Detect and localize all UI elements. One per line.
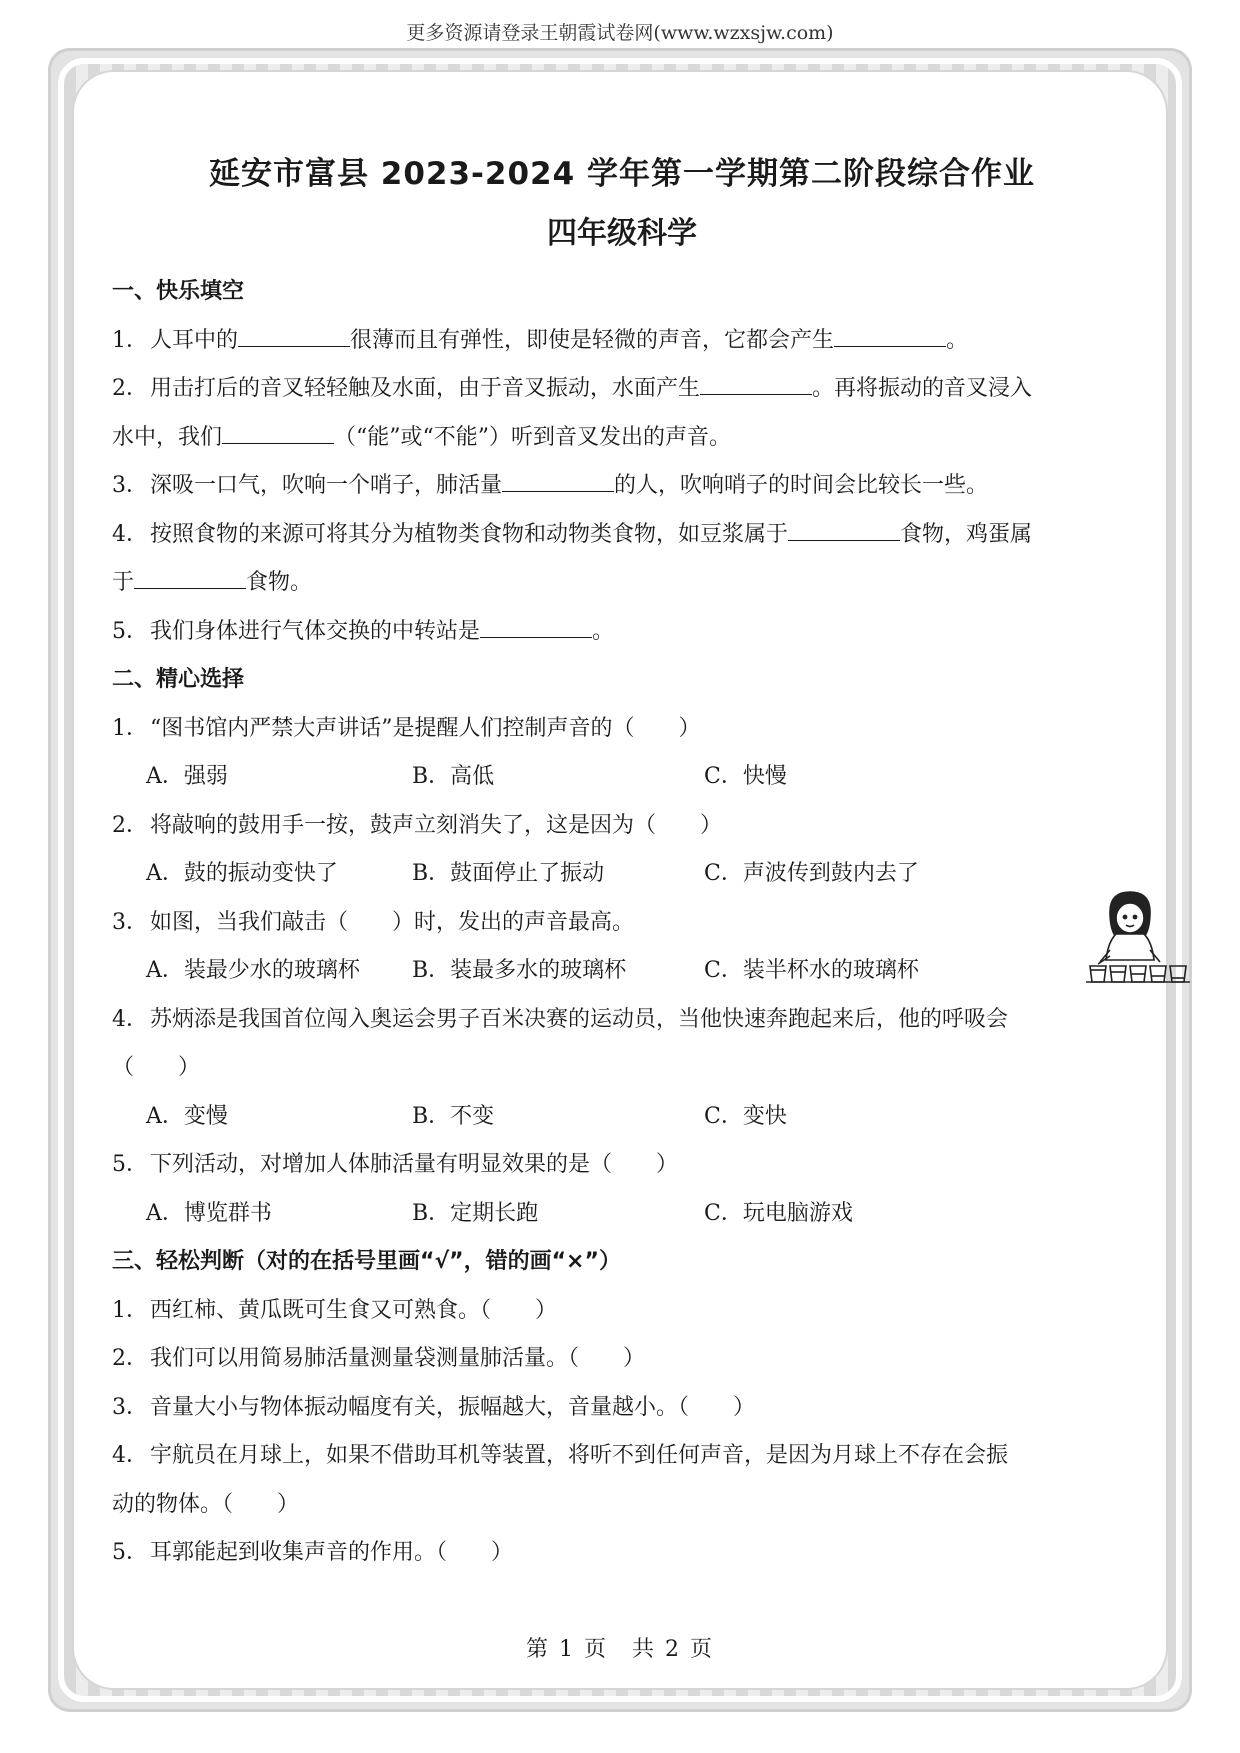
question-text: 动的物体。（ ）: [112, 1491, 300, 1517]
question-text: 耳郭能起到收集声音的作用。（ ）: [150, 1540, 514, 1565]
question-text: 人耳中的: [150, 327, 239, 353]
question-text: 。: [592, 618, 615, 644]
question-text: 水中，我们: [112, 424, 223, 450]
section-fill-blank-heading: 一、快乐填空: [112, 279, 245, 304]
question-number: 3．: [112, 473, 148, 498]
girl-with-glasses-illustration: [1080, 890, 1190, 1000]
question-number: 1．: [112, 1297, 148, 1323]
question-text: 食物。: [246, 570, 313, 595]
answer-blank[interactable]: [834, 328, 946, 347]
option-a[interactable]: A．装最少水的玻璃杯: [146, 958, 360, 983]
page-footer: 第 1 页 共 2 页: [526, 1637, 714, 1662]
question-number: 2．: [112, 376, 148, 401]
question-number: 1．: [112, 327, 148, 353]
option-a[interactable]: A．鼓的振动变快了: [146, 861, 338, 886]
fill-question-5: [112, 608, 1132, 657]
question-text: 。: [946, 327, 969, 353]
option-b[interactable]: B．不变: [412, 1103, 495, 1129]
question-number: 3．: [112, 1394, 148, 1420]
judge-question-4: [112, 1432, 1132, 1481]
answer-blank[interactable]: [222, 425, 334, 444]
question-text: 按照食物的来源可将其分为植物类食物和动物类食物，如豆浆属于: [150, 521, 789, 547]
fill-question-2-continued: [112, 414, 1132, 463]
choice-question-5: [112, 1141, 1132, 1190]
option-a[interactable]: A．博览群书: [146, 1200, 272, 1226]
question-number: 5．: [112, 1152, 148, 1177]
question-text: 音量大小与物体振动幅度有关，振幅越大，音量越小。（ ）: [150, 1394, 756, 1420]
choice-options-1: [112, 753, 1132, 802]
choice-question-4-continued: [112, 1044, 1132, 1093]
question-text: 西红柿、黄瓜既可生食又可熟食。（ ）: [150, 1297, 558, 1323]
fill-question-2: [112, 365, 1132, 414]
question-number: 1．: [112, 715, 148, 741]
answer-blank[interactable]: [700, 376, 812, 395]
question-text: 宇航员在月球上，如果不借助耳机等装置，将听不到任何声音，是因为月球上不存在会振: [150, 1443, 1009, 1468]
answer-blank[interactable]: [480, 619, 592, 638]
judge-question-4-continued: [112, 1481, 1132, 1530]
fill-question-4: [112, 511, 1132, 560]
question-number: 2．: [112, 1346, 148, 1371]
choice-options-5: [112, 1190, 1132, 1239]
section-choice-heading: 二、精心选择: [112, 667, 245, 692]
choice-question-2: [112, 802, 1132, 851]
fill-question-3: [112, 462, 1132, 511]
section-judge-heading: 三、轻松判断（对的在括号里画“√”，错的画“×”）: [112, 1249, 621, 1274]
question-number: 4．: [112, 1006, 148, 1032]
choice-options-3: [112, 947, 1132, 996]
question-number: 5．: [112, 1540, 148, 1565]
judge-question-1: [112, 1287, 1132, 1336]
question-text: 我们身体进行气体交换的中转站是: [150, 618, 481, 644]
question-number: 4．: [112, 521, 148, 547]
question-text: 的人，吹响哨子的时间会比较长一些。: [614, 473, 989, 498]
question-text: （ ）: [112, 1055, 201, 1080]
option-b[interactable]: B．装最多水的玻璃杯: [412, 958, 627, 983]
question-text: “图书馆内严禁大声讲话”是提醒人们控制声音的（ ）: [150, 715, 701, 741]
answer-blank[interactable]: [134, 570, 246, 589]
choice-options-4: [112, 1093, 1132, 1142]
question-text: 下列活动，对增加人体肺活量有明显效果的是（ ）: [150, 1152, 679, 1177]
page-title: 延安市富县 2023-2024 学年第一学期第二阶段综合作业: [208, 156, 1035, 192]
question-number: 5．: [112, 618, 148, 644]
question-text: 我们可以用简易肺活量测量袋测量肺活量。（ ）: [150, 1346, 646, 1371]
choice-options-2: [112, 850, 1132, 899]
fill-question-4-continued: [112, 559, 1132, 608]
judge-question-5: [112, 1529, 1132, 1578]
fill-question-1: [112, 317, 1132, 366]
question-number: 2．: [112, 812, 148, 838]
option-c[interactable]: C．变快: [704, 1103, 787, 1129]
choice-question-4: [112, 996, 1132, 1045]
question-text: 苏炳添是我国首位闯入奥运会男子百米决赛的运动员，当他快速奔跑起来后，他的呼吸会: [150, 1006, 1009, 1032]
question-text: 很薄而且有弹性，即使是轻微的声音，它都会产生: [350, 327, 835, 353]
question-text: 将敲响的鼓用手一按，鼓声立刻消失了，这是因为（ ）: [150, 812, 723, 838]
answer-blank[interactable]: [788, 522, 900, 541]
header-note: 更多资源请登录王朝霞试卷网(www.wzxsjw.com): [406, 22, 834, 44]
question-text: （“能”或“不能”）听到音叉发出的声音。: [334, 424, 732, 450]
option-b[interactable]: B．鼓面停止了振动: [412, 861, 605, 886]
question-text: 用击打后的音叉轻轻触及水面，由于音叉振动，水面产生: [150, 376, 701, 401]
answer-blank[interactable]: [502, 473, 614, 492]
question-text: 。再将振动的音叉浸入: [812, 376, 1033, 401]
judge-question-3: [112, 1384, 1132, 1433]
question-text: 深吸一口气，吹响一个哨子，肺活量: [150, 473, 503, 498]
answer-blank[interactable]: [238, 328, 350, 347]
option-b[interactable]: B．定期长跑: [412, 1200, 539, 1226]
option-c[interactable]: C．装半杯水的玻璃杯: [704, 958, 919, 983]
option-b[interactable]: B．高低: [412, 764, 495, 789]
question-text: 食物，鸡蛋属: [900, 521, 1033, 547]
question-number: 3．: [112, 909, 148, 935]
question-text: 于: [112, 570, 135, 595]
choice-question-1: [112, 705, 1132, 754]
option-a[interactable]: A．变慢: [146, 1103, 228, 1129]
worksheet-content: [112, 150, 1132, 1578]
option-c[interactable]: C．声波传到鼓内去了: [704, 861, 919, 886]
page-subtitle: 四年级科学: [547, 216, 697, 251]
option-c[interactable]: C．快慢: [704, 764, 787, 789]
question-text: 如图，当我们敲击（ ）时，发出的声音最高。: [150, 909, 635, 935]
option-a[interactable]: A．强弱: [146, 764, 228, 789]
option-c[interactable]: C．玩电脑游戏: [704, 1200, 853, 1226]
question-number: 4．: [112, 1443, 148, 1468]
choice-question-3: [112, 899, 1132, 948]
judge-question-2: [112, 1335, 1132, 1384]
